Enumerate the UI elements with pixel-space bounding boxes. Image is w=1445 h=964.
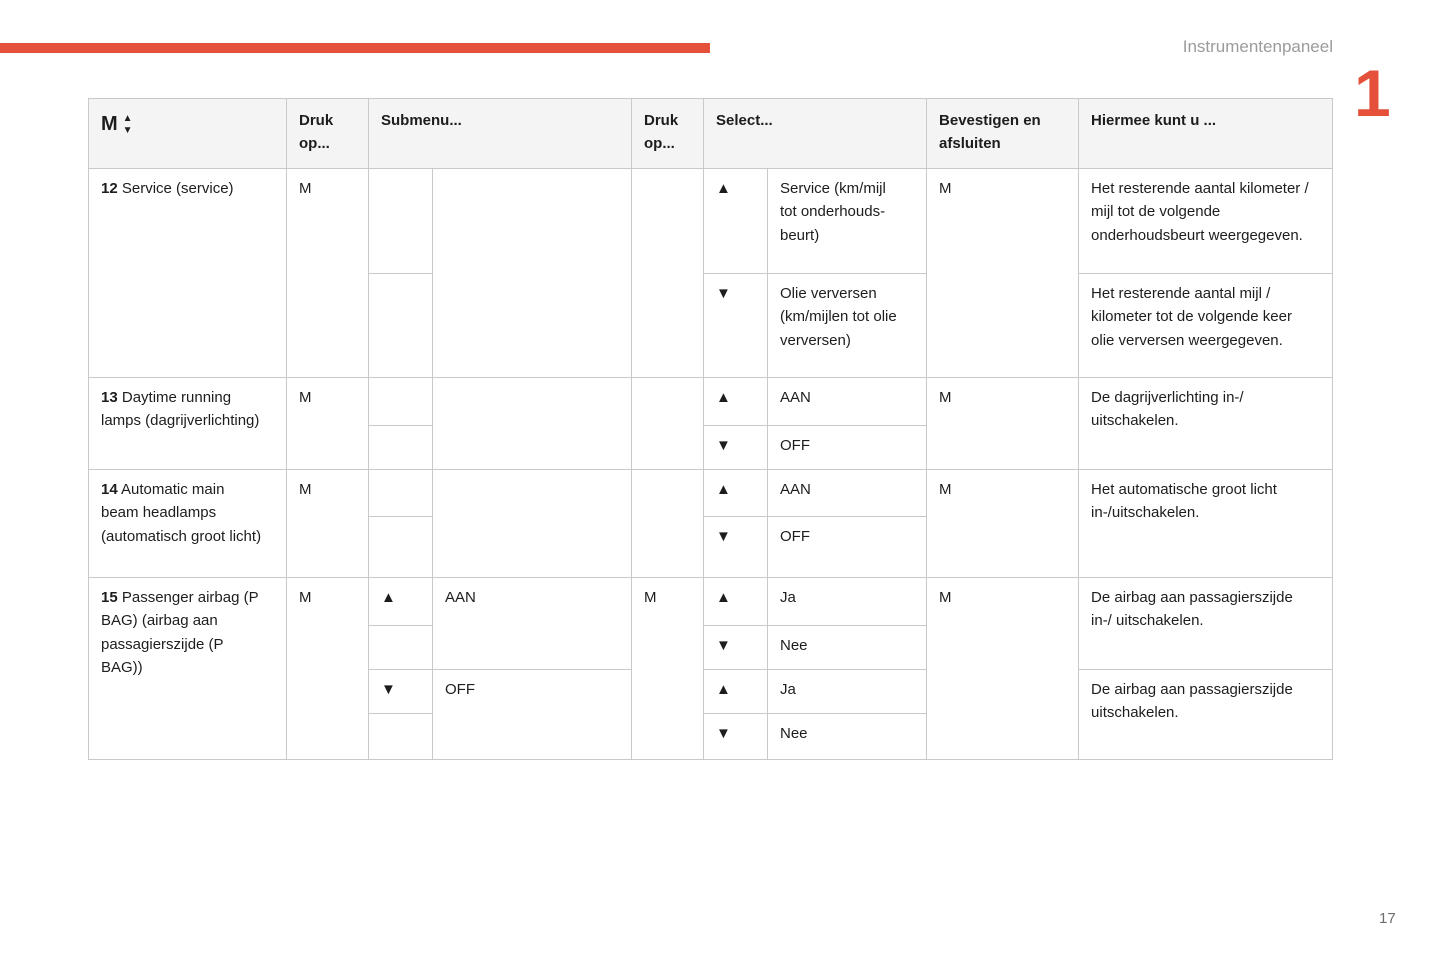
- item-number: 14: [101, 481, 118, 498]
- item-label: Automatic main beam headlamps (automatisch groot licht): [101, 481, 262, 545]
- empty-cell: [433, 169, 632, 378]
- header-select: Select...: [704, 99, 927, 169]
- select-value-cell: Service (km/mijl tot onderhouds-beurt): [768, 169, 927, 274]
- result-cell: Het automatische groot licht in-/uitschakelen.: [1079, 470, 1333, 578]
- accent-bar: [0, 43, 710, 53]
- settings-table: [88, 98, 1333, 760]
- table-header-row: [89, 99, 1333, 169]
- down-arrow-icon: ▼: [704, 517, 768, 578]
- item-number: 13: [101, 389, 118, 406]
- down-arrow-icon: ▼: [369, 670, 433, 714]
- press-m-cell: M: [287, 378, 369, 470]
- down-arrow-icon: ▼: [704, 626, 768, 670]
- menu-item-cell: [89, 169, 287, 378]
- empty-cell: [433, 470, 632, 578]
- up-arrow-icon: ▲: [704, 578, 768, 626]
- up-arrow-icon: ▲: [704, 670, 768, 714]
- up-down-arrows-icon: [123, 113, 133, 136]
- down-arrow-icon: ▼: [122, 124, 133, 136]
- result-cell: Het resterende aantal mijl / kilometer tot de volgende keer olie verversen weergegeven.: [1079, 274, 1333, 378]
- press2-m-cell: M: [632, 578, 704, 760]
- empty-cell: [632, 169, 704, 378]
- empty-cell: [369, 169, 433, 274]
- chapter-number: 1: [1354, 56, 1388, 130]
- header-press2: Druk op...: [632, 99, 704, 169]
- empty-cell: [369, 470, 433, 517]
- menu-item-cell: [89, 470, 287, 578]
- page-header-label: Instrumentenpaneel: [1182, 37, 1333, 56]
- up-arrow-icon: ▲: [369, 578, 433, 626]
- empty-cell: [369, 714, 433, 760]
- result-cell: De airbag aan passagierszijde in-/ uitschakelen.: [1079, 578, 1333, 670]
- result-cell: De airbag aan passagierszijde uitschakelen.: [1079, 670, 1333, 760]
- header-submenu: Submenu...: [369, 99, 632, 169]
- empty-cell: [433, 378, 632, 470]
- item-number: 15: [101, 589, 118, 606]
- empty-cell: [369, 626, 433, 670]
- up-arrow-icon: ▲: [704, 378, 768, 426]
- select-value-cell: Nee: [768, 714, 927, 760]
- header-result: Hiermee kunt u ...: [1079, 99, 1333, 169]
- submenu-value-cell: OFF: [433, 670, 632, 760]
- table-row: [89, 378, 1333, 426]
- empty-cell: [632, 378, 704, 470]
- menu-item-cell: [89, 378, 287, 470]
- select-value-cell: AAN: [768, 378, 927, 426]
- item-label: Passenger airbag (P BAG) (airbag aan passagierszijde (P BAG)): [101, 589, 259, 676]
- confirm-m-cell: M: [927, 378, 1079, 470]
- select-value-cell: Olie verversen (km/mijlen tot olie verversen): [768, 274, 927, 378]
- confirm-m-cell: M: [927, 470, 1079, 578]
- result-cell: De dagrijverlichting in-/ uitschakelen.: [1079, 378, 1333, 470]
- select-value-cell: Ja: [768, 670, 927, 714]
- empty-cell: [632, 470, 704, 578]
- up-arrow-icon: ▲: [122, 113, 133, 124]
- confirm-m-cell: M: [927, 578, 1079, 760]
- empty-cell: [369, 274, 433, 378]
- menu-button-symbol: M: [101, 113, 118, 135]
- table-row: [89, 578, 1333, 626]
- item-number: 12: [101, 180, 118, 197]
- select-value-cell: OFF: [768, 517, 927, 578]
- down-arrow-icon: ▼: [704, 426, 768, 470]
- press-m-cell: M: [287, 578, 369, 760]
- down-arrow-icon: ▼: [704, 714, 768, 760]
- select-value-cell: OFF: [768, 426, 927, 470]
- select-value-cell: AAN: [768, 470, 927, 517]
- confirm-m-cell: M: [927, 169, 1079, 378]
- table-row: [89, 169, 1333, 274]
- submenu-value-cell: AAN: [433, 578, 632, 670]
- header-confirm: Bevestigen en afsluiten: [927, 99, 1079, 169]
- press-m-cell: M: [287, 470, 369, 578]
- table-row: [89, 470, 1333, 517]
- menu-item-cell: [89, 578, 287, 760]
- header-menu: [89, 99, 287, 169]
- up-arrow-icon: ▲: [704, 470, 768, 517]
- header-press: Druk op...: [287, 99, 369, 169]
- up-arrow-icon: ▲: [704, 169, 768, 274]
- empty-cell: [369, 426, 433, 470]
- select-value-cell: Ja: [768, 578, 927, 626]
- page-number: 17: [1379, 910, 1396, 927]
- item-label: Daytime running lamps (dagrijverlichting): [101, 389, 260, 430]
- item-label: Service (service): [121, 180, 234, 197]
- press-m-cell: M: [287, 169, 369, 378]
- empty-cell: [369, 517, 433, 578]
- empty-cell: [369, 378, 433, 426]
- result-cell: Het resterende aantal kilometer / mijl tot de volgende onderhoudsbeurt weergegeven.: [1079, 169, 1333, 274]
- down-arrow-icon: ▼: [704, 274, 768, 378]
- select-value-cell: Nee: [768, 626, 927, 670]
